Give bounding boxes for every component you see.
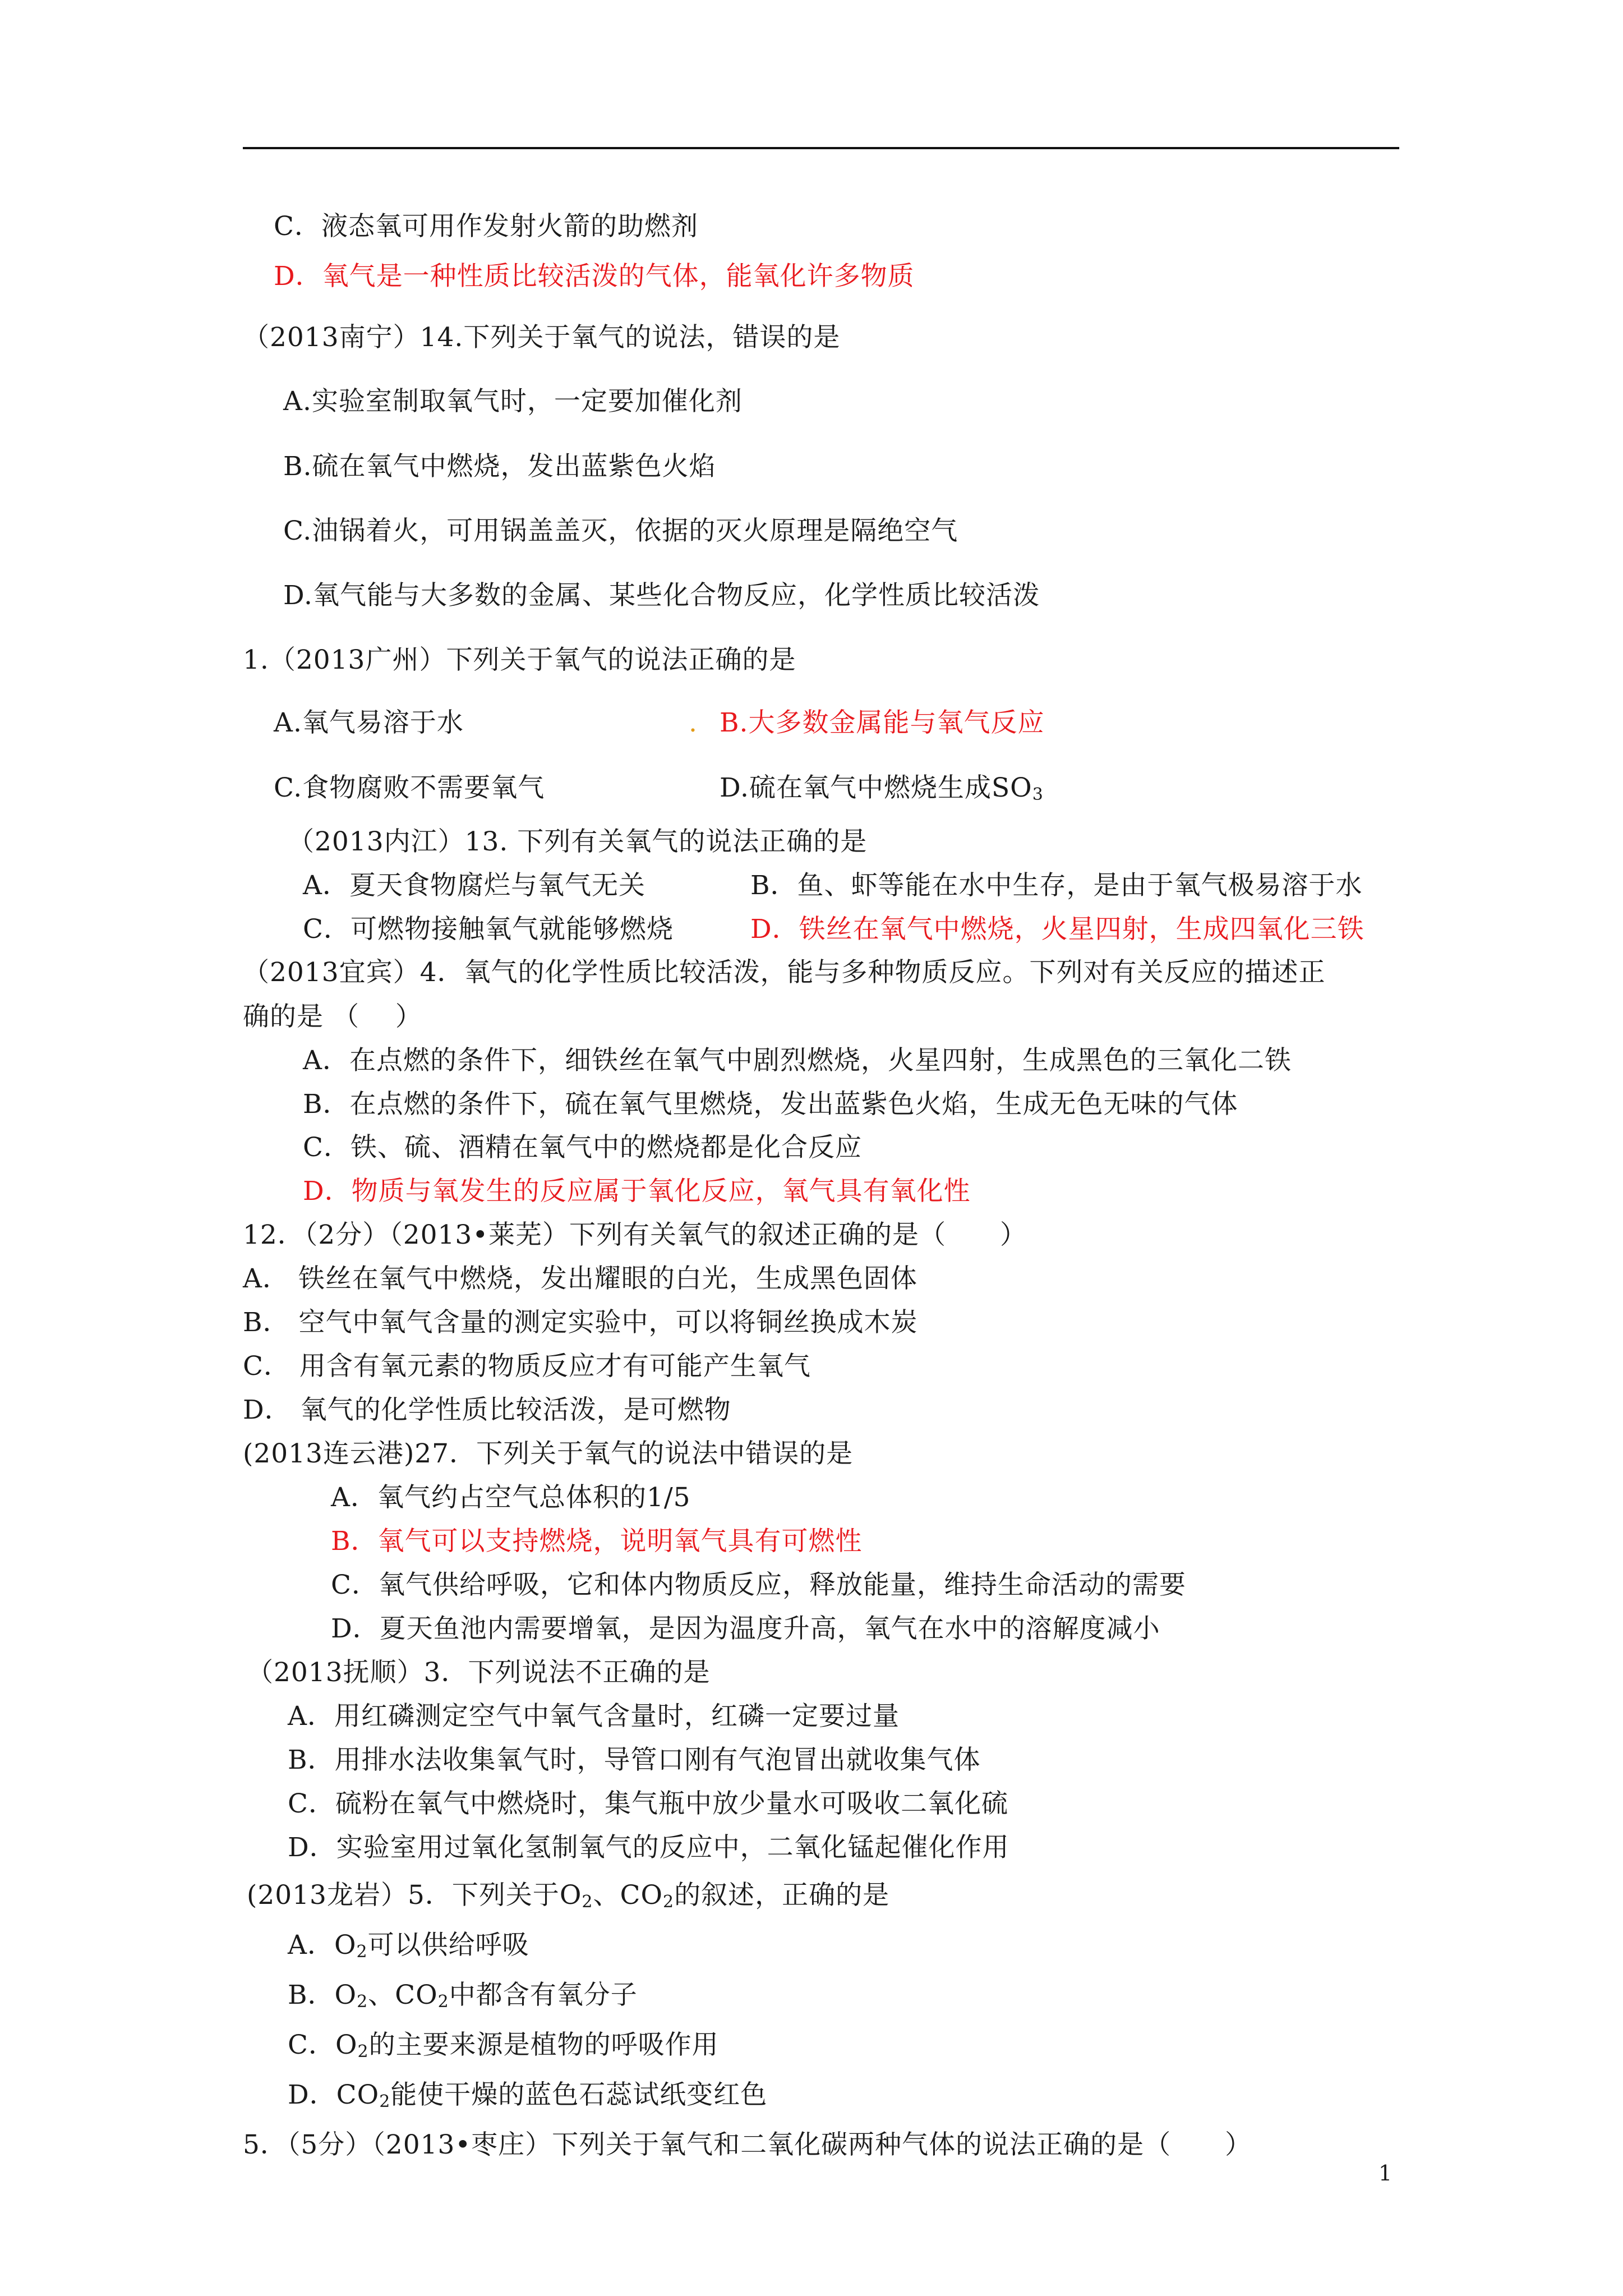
- option-line: A．用红磷测定空气中氧气含量时，红磷一定要过量: [288, 1701, 900, 1732]
- option-line: A.实验室制取氧气时，一定要加催化剂: [283, 386, 743, 417]
- option-line: B．用排水法收集氧气时，导管口刚有气泡冒出就收集气体: [288, 1745, 981, 1775]
- option-line: B.硫在氧气中燃烧，发出蓝紫色火焰: [283, 451, 716, 482]
- question-heading: 确的是 （ ）: [243, 1001, 422, 1032]
- answer-line: B．氧气可以支持燃烧，说明氧气具有可燃性: [331, 1526, 863, 1557]
- option-line: B．$O_2$、$CO_2$中都含有氧分子: [288, 1980, 638, 2012]
- mark-dot: .: [689, 707, 698, 738]
- option-line: A． 铁丝在氧气中燃烧，发出耀眼的白光，生成黑色固体: [243, 1263, 917, 1294]
- option-line: B．在点燃的条件下，硫在氧气里燃烧，发出蓝紫色火焰，生成无色无味的气体: [303, 1089, 1238, 1120]
- option-line: D.硫在氧气中燃烧生成$SO_3$: [720, 772, 1044, 804]
- option-line: A．夏天食物腐烂与氧气无关: [303, 870, 645, 901]
- option-line: C．硫粉在氧气中燃烧时，集气瓶中放少量水可吸收二氧化硫: [288, 1788, 1008, 1819]
- question-heading: （2013内江）13. 下列有关氧气的说法正确的是: [288, 826, 868, 857]
- question-heading: （2013抚顺）3．下列说法不正确的是: [247, 1657, 711, 1688]
- question-heading: 12．（2分）（2013•莱芜）下列有关氧气的叙述正确的是（ ）: [243, 1220, 1027, 1250]
- answer-line: D．物质与氧发生的反应属于氧化反应，氧气具有氧化性: [303, 1176, 971, 1207]
- option-line: C.油锅着火，可用锅盖盖灭，依据的灭火原理是隔绝空气: [283, 516, 958, 546]
- question-heading: （2013宜宾）4．氧气的化学性质比较活泼，能与多种物质反应。下列对有关反应的描述正: [243, 957, 1326, 988]
- option-line: B．鱼、虾等能在水中生存，是由于氧气极易溶于水: [750, 870, 1363, 901]
- option-line: D.氧气能与大多数的金属、某些化合物反应，化学性质比较活泼: [283, 580, 1040, 611]
- option-line: D．夏天鱼池内需要增氧，是因为温度升高，氧气在水中的溶解度减小: [331, 1613, 1160, 1644]
- option-line: A．在点燃的条件下，细铁丝在氧气中剧烈燃烧，火星四射，生成黑色的三氧化二铁: [303, 1045, 1292, 1076]
- answer-line: D．铁丝在氧气中燃烧，火星四射，生成四氧化三铁: [750, 914, 1364, 945]
- option-line: D．实验室用过氧化氢制氧气的反应中，二氧化锰起催化作用: [288, 1832, 1009, 1863]
- option-line: A.氧气易溶于水: [274, 707, 464, 738]
- option-line: C．可燃物接触氧气就能够燃烧: [303, 914, 674, 945]
- question-heading: 5．（5分）（2013•枣庄）下列关于氧气和二氧化碳两种气体的说法正确的是（ ）: [243, 2129, 1252, 2160]
- option-line: D．$CO_2$能使干燥的蓝色石蕊试纸变红色: [288, 2079, 768, 2111]
- option-line: C．氧气供给呼吸，它和体内物质反应，释放能量，维持生命活动的需要: [331, 1570, 1186, 1600]
- option-line: C． 用含有氧元素的物质反应才有可能产生氧气: [243, 1351, 811, 1382]
- header-rule: [243, 147, 1399, 149]
- page-number: 1: [1378, 2161, 1393, 2185]
- option-line: A．$O_2$可以供给呼吸: [288, 1930, 529, 1962]
- option-line: C．铁、硫、酒精在氧气中的燃烧都是化合反应: [303, 1132, 862, 1163]
- option-line: C.食物腐败不需要氧气: [274, 772, 545, 803]
- option-line: B． 空气中氧气含量的测定实验中，可以将铜丝换成木炭: [243, 1307, 918, 1338]
- question-heading: （2013南宁）14.下列关于氧气的说法，错误的是: [243, 322, 841, 353]
- question-heading: (2013连云港)27．下列关于氧气的说法中错误的是: [243, 1438, 854, 1469]
- option-line: C．$O_2$的主要来源是植物的呼吸作用: [288, 2030, 719, 2062]
- question-heading: (2013龙岩）5．下列关于$O_2$、$CO_2$的叙述，正确的是: [247, 1880, 890, 1912]
- question-heading: 1.（2013广州）下列关于氧气的说法正确的是: [243, 645, 796, 675]
- option-line: C．液态氧可用作发射火箭的助燃剂: [274, 211, 698, 242]
- option-line: D． 氧气的化学性质比较活泼，是可燃物: [243, 1395, 731, 1425]
- option-line: A．氧气约占空气总体积的1/5: [331, 1482, 691, 1513]
- answer-line: D．氧气是一种性质比较活泼的气体，能氧化许多物质: [274, 261, 915, 292]
- answer-line: B.大多数金属能与氧气反应: [720, 707, 1045, 738]
